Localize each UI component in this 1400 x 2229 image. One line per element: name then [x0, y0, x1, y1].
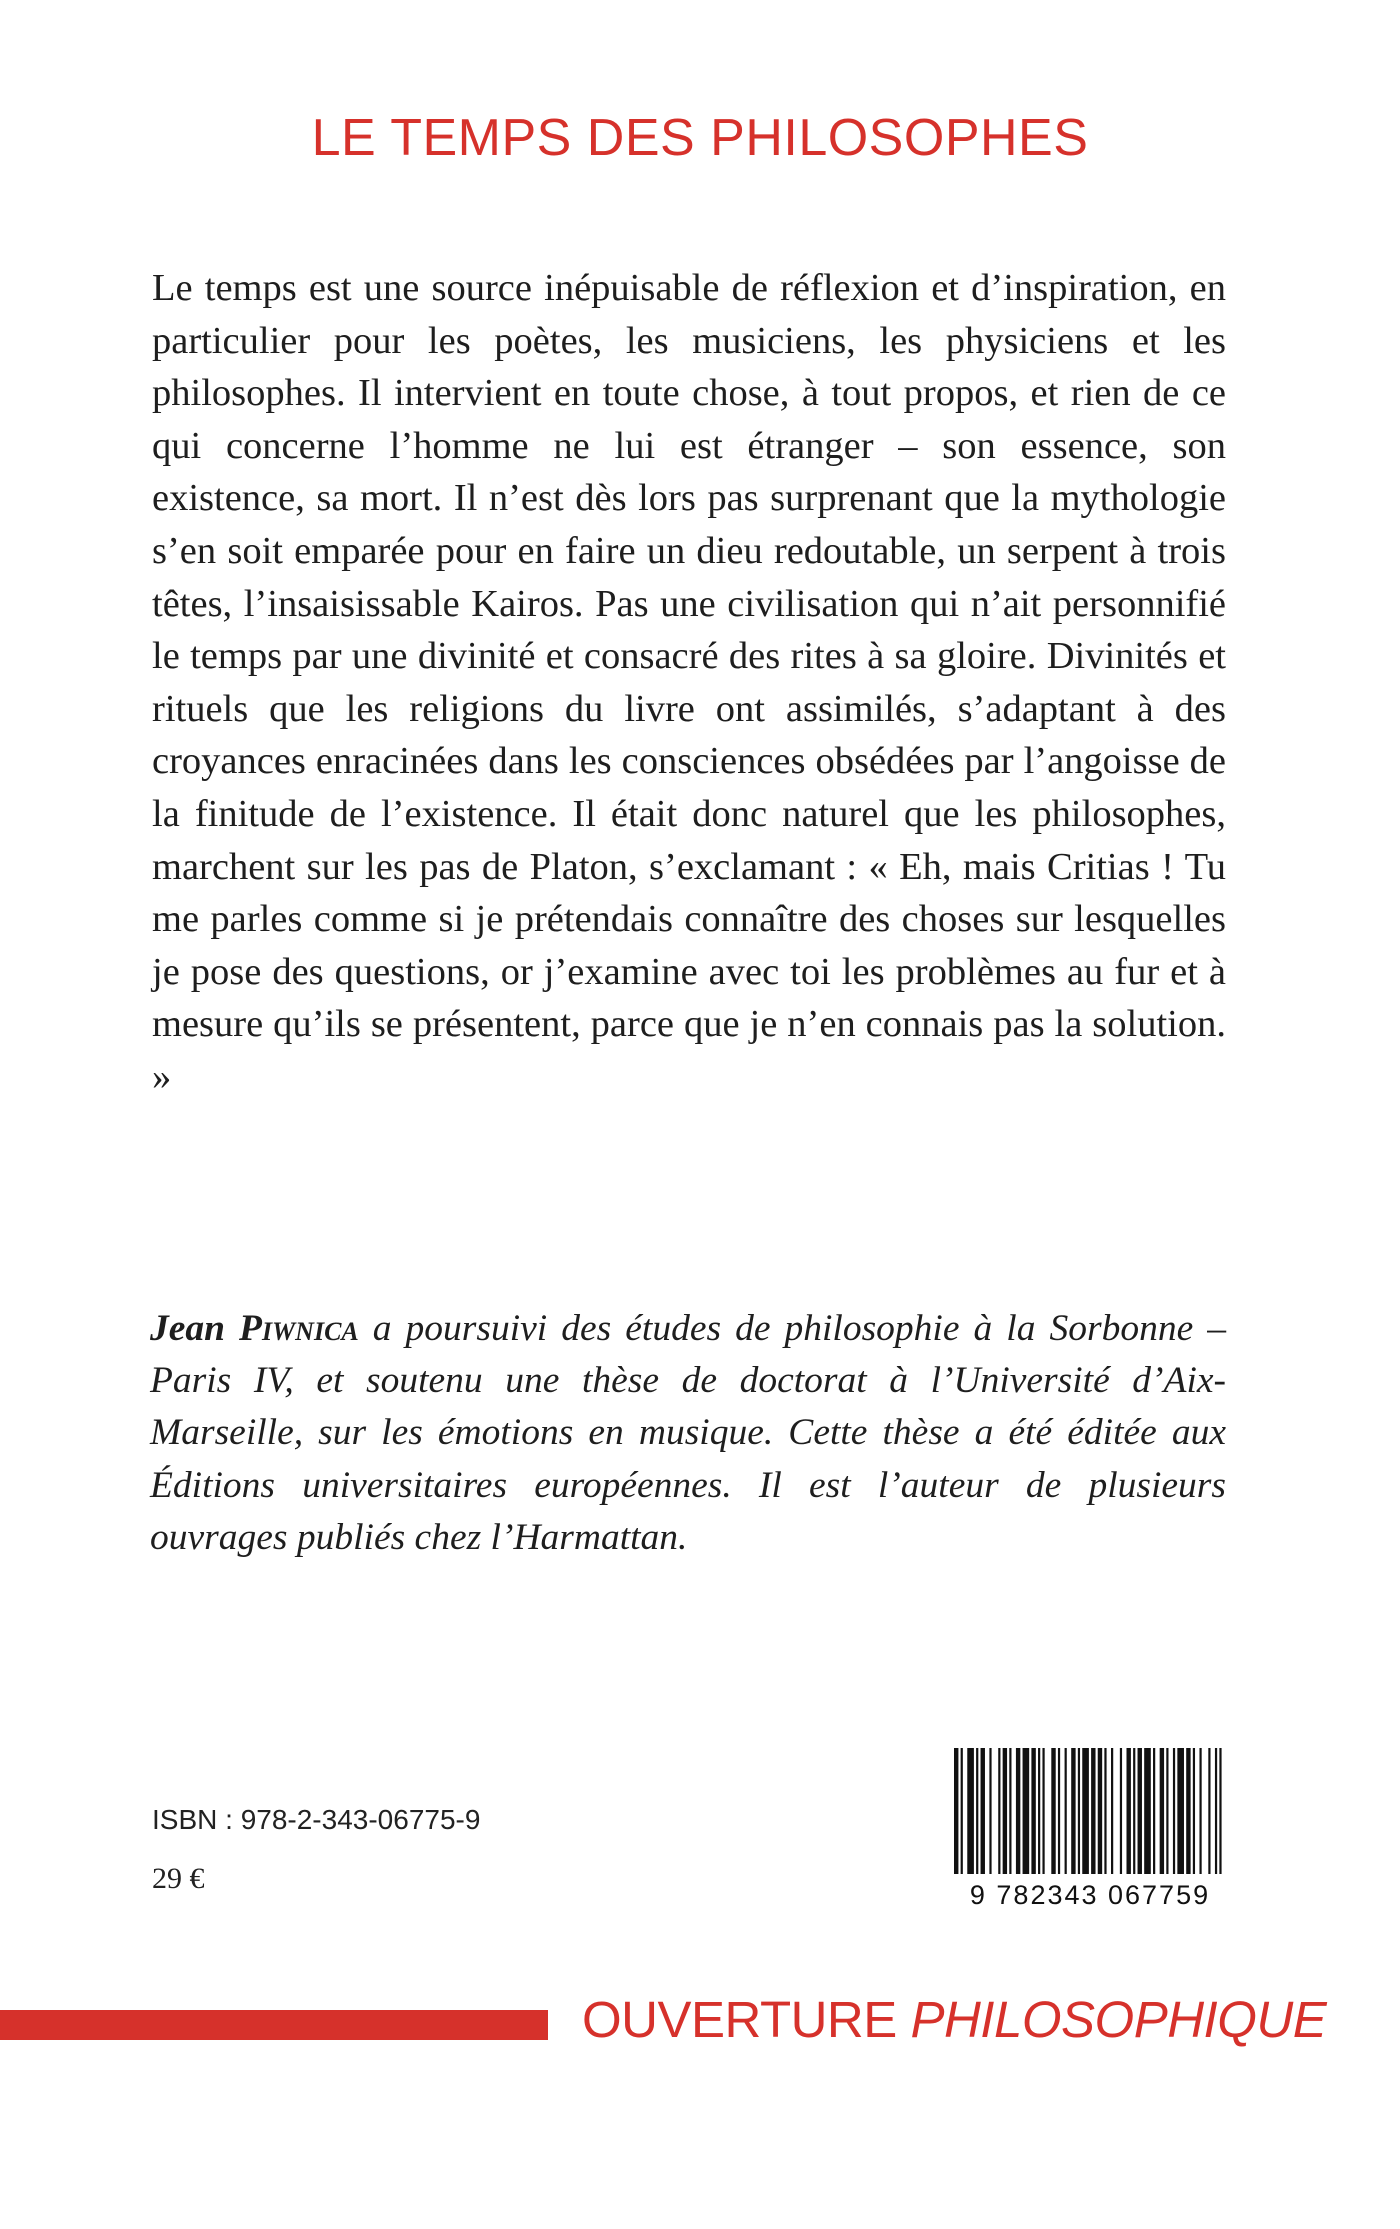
- author-last-name: Piwnica: [239, 1308, 359, 1349]
- price: 29 €: [152, 1862, 205, 1895]
- author-bio-text: a poursuivi des études de philosophie à la Sorbonne – Paris IV, et soutenu une thèse de doctorat à l’Université d’Aix-Marseille, sur les émotions en musique. Cette thèse a été éditée aux Éditions universitaires européennes. Il est l’auteur de plusieurs ouvrages publiés chez l’Harmattan.: [150, 1308, 1226, 1558]
- series-name-part1: OUVERTURE: [582, 1991, 911, 2048]
- isbn: ISBN : 978-2-343-06775-9: [152, 1804, 481, 1835]
- series-accent-bar: [0, 2010, 548, 2040]
- series-name-part2: PHILOSOPHIQUE: [910, 1991, 1327, 2048]
- barcode-digits: 9 782343 067759: [969, 1880, 1211, 1910]
- series-name: [582, 1990, 1326, 2049]
- back-cover-blurb: Le temps est une source inépuisable de réflexion et d’inspiration, en particulier pour les poètes, les musiciens, les physiciens et les philosophes. Il intervient en toute chose, à tout propos, et rien de ce qui concerne l’homme ne lui est étranger – son essence, son existence, sa mort. Il n’est dès lors pas surprenant que la mythologie s’en soit emparée pour en faire un dieu redoutable, un serpent à trois têtes, l’insaisissable Kairos. Pas une civilisation qui n’ait personnifié le temps par une divinité et consacré des rites à sa gloire. Divinités et rituels que les religions du livre ont assimilés, s’adaptant à des croyances enracinées dans les consciences obsédées par l’angoisse de la finitude de l’existence. Il était donc naturel que les philosophes, marchent sur les pas de Platon, s’exclamant : « Eh, mais Critias ! Tu me parles comme si je prétendais connaître des choses sur lesquelles je pose des questions, or j’examine avec toi les problèmes au fur et à mesure qu’ils se présentent, parce que je n’en connais pas la solution. »: [152, 267, 1226, 1098]
- author-bio: [150, 1303, 1226, 1564]
- book-title: LE TEMPS DES PHILOSOPHES: [311, 109, 1089, 167]
- barcode-image: [954, 1748, 1226, 1874]
- author-first-name: Jean: [150, 1308, 225, 1349]
